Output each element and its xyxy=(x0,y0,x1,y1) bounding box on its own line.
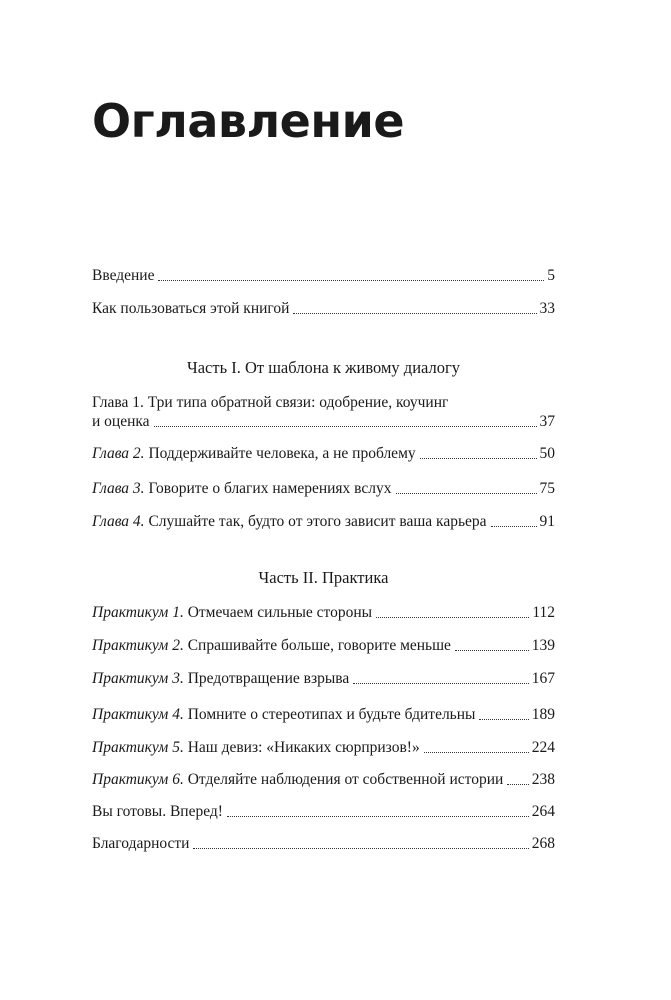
entry-label: Практикум 4. xyxy=(92,706,184,723)
toc-entry-chapter-2[interactable] xyxy=(92,444,555,463)
entry-page: 75 xyxy=(539,480,555,497)
entry-title: Отделяйте наблюдения от собственной истории xyxy=(187,771,504,788)
entry-page: 50 xyxy=(539,445,555,462)
dot-leader xyxy=(193,847,528,849)
entry-page: 224 xyxy=(531,739,555,756)
entry-page: 139 xyxy=(531,637,555,654)
toc-entry-chapter-1[interactable] xyxy=(92,393,555,431)
entry-label: Практикум 3. xyxy=(92,670,184,687)
entry-page: 37 xyxy=(539,413,555,430)
entry-label: Глава 2. xyxy=(92,445,145,462)
dot-leader xyxy=(293,312,536,314)
entry-page: 268 xyxy=(531,835,555,852)
entry-title-line1: Три типа обратной связи: одобрение, коучинг xyxy=(147,394,449,411)
entry-page: 167 xyxy=(531,670,555,687)
entry-title: Отмечаем сильные стороны xyxy=(187,604,373,621)
entry-title: Наш девиз: «Никаких сюрпризов!» xyxy=(187,739,420,756)
entry-title: Спрашивайте больше, говорите меньше xyxy=(187,637,451,654)
dot-leader xyxy=(479,718,528,720)
dot-leader xyxy=(491,525,537,527)
dot-leader xyxy=(455,649,529,651)
entry-label: Глава 1. xyxy=(92,394,144,411)
entry-label: Глава 3. xyxy=(92,480,145,497)
entry-title-line2: и оценка xyxy=(92,413,150,430)
entry-title: Благодарности xyxy=(92,835,190,852)
entry-page: 264 xyxy=(531,803,555,820)
entry-title: Как пользоваться этой книгой xyxy=(92,300,290,317)
entry-label: Практикум 2. xyxy=(92,637,184,654)
toc-entry-workshop-5[interactable] xyxy=(92,738,555,757)
toc-entry-chapter-3[interactable] xyxy=(92,479,555,498)
toc-entry-acknowledgements[interactable] xyxy=(92,834,555,853)
entry-page: 112 xyxy=(532,604,555,621)
entry-page: 5 xyxy=(547,267,555,284)
page-title: Оглавление xyxy=(92,94,405,148)
part1-heading: Часть I. От шаблона к живому диалогу xyxy=(187,358,460,377)
dot-leader xyxy=(158,279,544,281)
entry-title: Поддерживайте человека, а не проблему xyxy=(148,445,416,462)
toc-entry-how-to-use[interactable] xyxy=(92,299,555,318)
dot-leader xyxy=(376,616,529,618)
toc-entry-workshop-3[interactable] xyxy=(92,669,555,688)
entry-label: Глава 4. xyxy=(92,513,145,530)
dot-leader xyxy=(424,751,529,753)
entry-page: 91 xyxy=(539,513,555,530)
toc-entry-workshop-4[interactable] xyxy=(92,705,555,724)
entry-label: Практикум 6. xyxy=(92,771,184,788)
entry-page: 238 xyxy=(531,771,555,788)
toc-entry-ready[interactable] xyxy=(92,802,555,821)
entry-label: Практикум 5. xyxy=(92,739,184,756)
entry-page: 189 xyxy=(531,706,555,723)
entry-title: Слушайте так, будто от этого зависит ваша карьера xyxy=(148,513,487,530)
dot-leader xyxy=(154,425,537,427)
dot-leader xyxy=(420,457,537,459)
toc-entry-workshop-6[interactable] xyxy=(92,770,555,789)
dot-leader xyxy=(396,492,537,494)
dot-leader xyxy=(507,783,528,785)
entry-page: 33 xyxy=(539,300,555,317)
entry-title: Вы готовы. Вперед! xyxy=(92,803,223,820)
entry-label: Практикум 1. xyxy=(92,604,184,621)
part2-heading: Часть II. Практика xyxy=(258,568,389,587)
entry-title: Введение xyxy=(92,267,155,284)
entry-title: Помните о стереотипах и будьте бдительны xyxy=(187,706,476,723)
toc-entry-workshop-2[interactable] xyxy=(92,636,555,655)
entry-title: Говорите о благих намерениях вслух xyxy=(148,480,392,497)
dot-leader xyxy=(227,815,529,817)
dot-leader xyxy=(353,682,529,684)
toc-entry-chapter-4[interactable] xyxy=(92,512,555,531)
toc-entry-workshop-1[interactable] xyxy=(92,603,555,622)
entry-title: Предотвращение взрыва xyxy=(187,670,350,687)
toc-entry-introduction[interactable] xyxy=(92,266,555,285)
